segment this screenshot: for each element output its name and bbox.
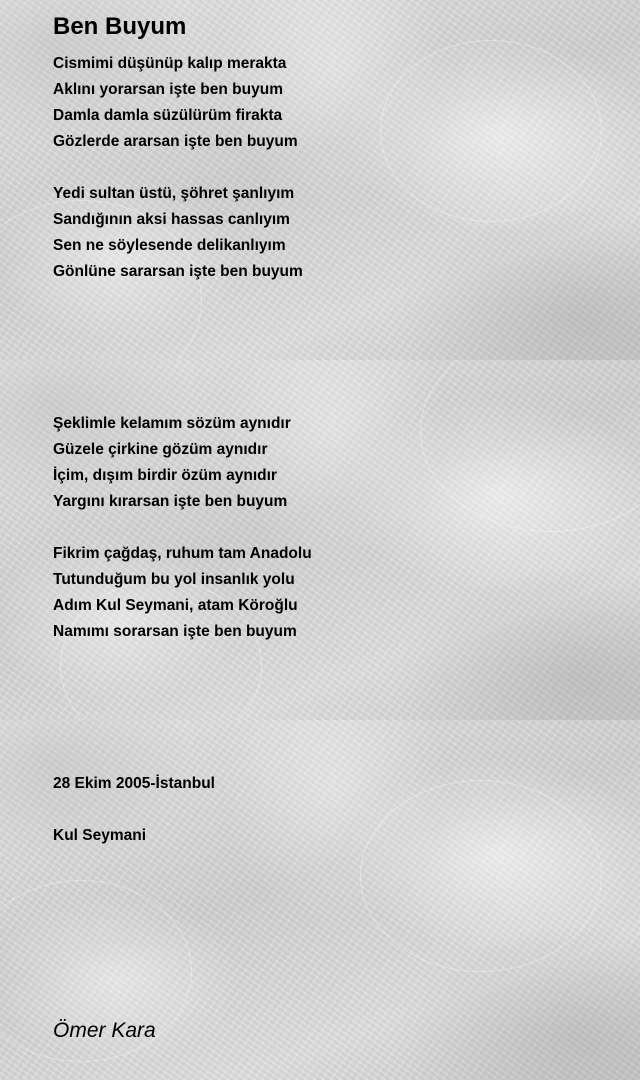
poem-line: Sandığının aksi hassas canlıyım: [53, 211, 290, 228]
poem-line: Adım Kul Seymani, atam Köroğlu: [53, 597, 298, 614]
stanza-4: [53, 541, 312, 645]
poem-line: Yedi sultan üstü, şöhret şanlıyım: [53, 185, 295, 202]
poem-line: Damla damla süzülürüm firakta: [53, 107, 283, 124]
poem-line: Gözlerde ararsan işte ben buyum: [53, 133, 298, 150]
poem-line: Tutunduğum bu yol insanlık yolu: [53, 571, 295, 588]
poem-date-place: 28 Ekim 2005-İstanbul: [53, 775, 215, 792]
poem-author: Kul Seymani: [53, 827, 147, 844]
poem-line: Namımı sorarsan işte ben buyum: [53, 623, 297, 640]
poem-line: Sen ne söylesende delikanlıyım: [53, 237, 286, 254]
poem-line: Şeklimle kelamım sözüm aynıdır: [53, 415, 291, 432]
poem-line: Cismimi düşünüp kalıp merakta: [53, 55, 287, 72]
stanza-1: [53, 51, 298, 155]
background-texture: [360, 780, 602, 972]
poem-title: Ben Buyum: [53, 13, 187, 40]
poem-line: Güzele çirkine gözüm aynıdır: [53, 441, 268, 458]
stanza-2: [53, 181, 303, 285]
poem-line: İçim, dışım birdir özüm aynıdır: [53, 467, 277, 484]
background-texture: [380, 40, 602, 222]
background-texture: [420, 360, 640, 532]
poem-line: Gönlüne sararsan işte ben buyum: [53, 263, 303, 280]
poem-line: Yargını kırarsan işte ben buyum: [53, 493, 288, 510]
poem-panel-3: [0, 720, 640, 1080]
poem-line: Aklını yorarsan işte ben buyum: [53, 81, 283, 98]
poem-panel-1: [0, 0, 640, 360]
poem-panel-2: [0, 360, 640, 720]
stanza-3: [53, 411, 291, 515]
poem-line: Fikrim çağdaş, ruhum tam Anadolu: [53, 545, 312, 562]
signature: Ömer Kara: [53, 1019, 156, 1042]
